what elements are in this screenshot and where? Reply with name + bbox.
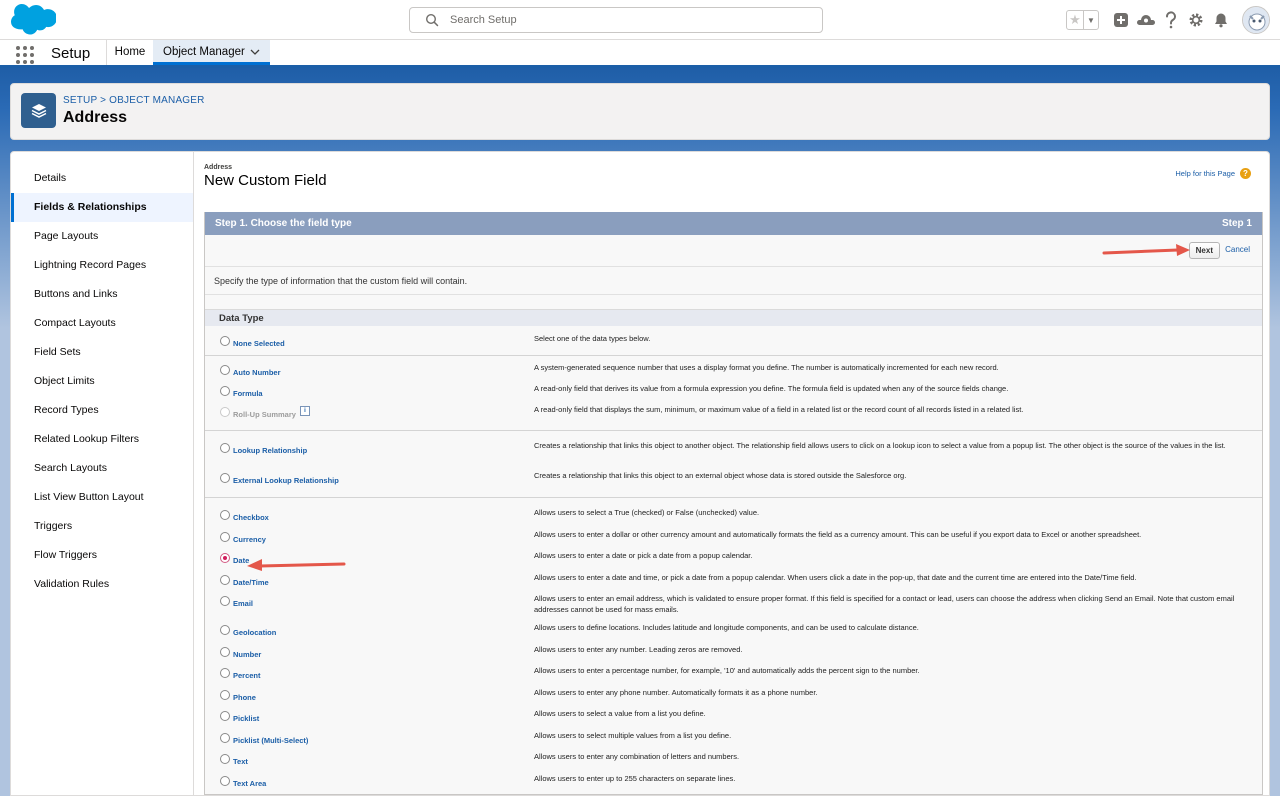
page-title: Address (63, 109, 128, 126)
data-type-row (205, 708, 1262, 730)
data-type-row (205, 665, 1262, 687)
notifications-bell-icon[interactable] (1209, 8, 1233, 32)
spacer (205, 295, 1262, 309)
data-type-option[interactable] (205, 773, 534, 789)
data-type-label[interactable]: Picklist (233, 714, 260, 723)
help-question-icon: ? (1240, 168, 1251, 179)
step-number: Step 1 (1221, 218, 1252, 229)
data-type-desc: Creates a relationship that links this object to another object. The relationship field allows users to click on a lookup icon to select a value from a popup list. The other object is the source of the values in the list. (534, 441, 1226, 450)
cancel-link[interactable]: Cancel (1225, 245, 1250, 254)
data-type-row (205, 507, 1262, 529)
data-type-desc: A system-generated sequence number that uses a display format you define. The number is automatically incremented for each new record. (534, 363, 999, 372)
radio-percent[interactable] (220, 668, 230, 678)
salesforce-logo[interactable] (10, 4, 56, 36)
add-icon[interactable] (1109, 8, 1133, 32)
data-type-desc: Allows users to enter any number. Leading zeros are removed. (534, 644, 743, 654)
sidebar-item-related-lookup-filters[interactable]: Related Lookup Filters (34, 433, 140, 445)
main-panel (10, 151, 1270, 796)
radio-text-area[interactable] (220, 776, 230, 786)
data-type-desc: Allows users to enter a date and time, or pick a date from a popup calendar. When users click a date in the pop-up, that date and the current time are entered into the Date/Time field. (534, 572, 1137, 582)
sidebar-item-fields-relationships[interactable]: Fields & Relationships (11, 193, 193, 222)
sidebar-item-compact-layouts[interactable]: Compact Layouts (34, 317, 116, 329)
sidebar-item-buttons-links[interactable]: Buttons and Links (34, 288, 118, 300)
data-type-group-none (205, 326, 1262, 356)
data-type-label[interactable]: Text Area (233, 778, 267, 788)
data-type-row (205, 333, 1262, 349)
breadcrumb (63, 95, 205, 106)
sidebar-item-object-limits[interactable]: Object Limits (34, 375, 95, 387)
data-type-option[interactable] (205, 470, 534, 486)
data-type-row (205, 383, 1262, 404)
sidebar-item-triggers[interactable]: Triggers (34, 520, 73, 532)
data-type-desc: A read-only field that derives its value from a formula expression you define. The formula field is updated when any of the source fields change. (534, 384, 1009, 393)
radio-external-lookup-relationship[interactable] (220, 473, 230, 483)
data-type-row (205, 440, 1262, 470)
data-type-option[interactable] (205, 687, 534, 703)
radio-picklist-multi-select[interactable] (220, 733, 230, 743)
radio-phone[interactable] (220, 690, 230, 700)
data-type-row (205, 644, 1262, 666)
data-type-option[interactable] (205, 665, 534, 681)
data-type-label[interactable]: Date/Time (233, 577, 269, 587)
radio-picklist[interactable] (220, 711, 230, 721)
favorites-star-icon[interactable]: ★ (1067, 11, 1084, 29)
radio-number[interactable] (220, 647, 230, 657)
breadcrumb-object-manager[interactable]: OBJECT MANAGER (109, 95, 205, 106)
data-type-option[interactable] (205, 440, 534, 456)
radio-currency[interactable] (220, 532, 230, 542)
data-type-label[interactable]: Phone (233, 692, 256, 702)
data-type-desc: Allows users to enter an email address, which is validated to ensure proper format. If this field is specified for a contact or lead, users can choose the address when clicking Send an Email. Note that custom email addresses cannot be used for mass emails. (534, 594, 1235, 614)
data-type-option[interactable] (205, 333, 534, 349)
radio-geolocation[interactable] (220, 625, 230, 635)
step-title: Step 1. Choose the field type (215, 218, 352, 229)
data-type-option[interactable] (205, 362, 534, 378)
data-type-section-header: Data Type (205, 309, 1262, 326)
radio-email[interactable] (220, 596, 230, 606)
global-header (0, 0, 1280, 40)
data-type-label[interactable]: Percent (233, 671, 261, 680)
data-type-desc: Allows users to enter any phone number. Automatically formats it as a phone number. (534, 687, 818, 697)
radio-lookup-relationship[interactable] (220, 443, 230, 453)
sidebar-item-validation-rules[interactable]: Validation Rules (34, 578, 110, 590)
data-type-row (205, 529, 1262, 551)
object-name-label: Address (204, 164, 233, 171)
tab-object-manager-label: Object Manager (163, 46, 245, 58)
data-type-desc: Allows users to enter a dollar or other currency amount and automatically formats the field as a currency amount. This can be useful if you export data to Excel or another spreadsheet. (534, 529, 1142, 539)
data-type-label[interactable]: None Selected (233, 339, 285, 348)
data-type-label[interactable]: Text (233, 757, 248, 766)
radio-auto-number[interactable] (220, 365, 230, 375)
data-type-desc: Allows users to enter any combination of letters and numbers. (534, 752, 740, 761)
sidebar-item-list-view-button-layout[interactable]: List View Button Layout (34, 491, 144, 503)
data-type-row (205, 593, 1262, 622)
data-type-desc: Allows users to define locations. Includes latitude and longitude components, and can be used to calculate distance. (534, 623, 919, 632)
data-type-row (205, 550, 1262, 572)
radio-date-selected[interactable] (220, 553, 230, 563)
data-type-desc: Allows users to enter a percentage number, for example, '10' and automatically adds the percent sign to the number. (534, 666, 920, 675)
data-type-desc: Allows users to select multiple values from a list you define. (534, 730, 732, 740)
instructions-text: Specify the type of information that the custom field will contain. (205, 267, 1262, 295)
data-type-desc: Select one of the data types below. (534, 334, 651, 343)
data-type-row (205, 470, 1262, 491)
radio-formula[interactable] (220, 386, 230, 396)
data-type-option[interactable] (205, 507, 534, 523)
favorites-group (1066, 10, 1099, 30)
data-type-row (205, 572, 1262, 594)
data-type-row (205, 730, 1262, 752)
data-type-label[interactable]: Lookup Relationship (233, 446, 308, 455)
breadcrumb-setup[interactable]: SETUP (63, 95, 98, 106)
context-bar (0, 40, 1280, 68)
data-type-label[interactable]: Geolocation (233, 628, 277, 637)
radio-text[interactable] (220, 754, 230, 764)
search-input[interactable] (450, 11, 810, 29)
tab-object-manager[interactable] (153, 40, 270, 65)
data-type-row (205, 751, 1262, 773)
data-type-option[interactable] (205, 644, 534, 660)
sidebar (11, 152, 194, 796)
data-type-row (205, 622, 1262, 644)
radio-checkbox[interactable] (220, 510, 230, 520)
help-link-label: Help for this Page (1175, 169, 1235, 178)
breadcrumb-separator: > (97, 95, 110, 106)
data-type-label: Roll-Up Summary (233, 410, 296, 419)
data-type-label[interactable]: Number (233, 649, 262, 659)
data-type-option[interactable] (205, 751, 534, 767)
data-type-row (205, 687, 1262, 709)
data-type-option (205, 404, 534, 420)
data-type-option[interactable] (205, 593, 534, 609)
app-launcher-icon[interactable] (16, 46, 34, 64)
radio-none-selected[interactable] (220, 336, 230, 346)
data-type-option[interactable] (205, 529, 534, 545)
help-for-page-link[interactable] (1175, 168, 1251, 179)
tab-home[interactable]: Home (106, 40, 153, 65)
radio-date-time[interactable] (220, 575, 230, 585)
help-icon[interactable] (1159, 8, 1183, 32)
data-type-desc: Allows users to enter a date or pick a date from a popup calendar. (534, 551, 753, 560)
sidebar-item-record-types[interactable]: Record Types (34, 404, 99, 416)
data-type-option[interactable] (205, 708, 534, 724)
data-type-label[interactable]: Auto Number (233, 368, 281, 377)
data-type-option[interactable] (205, 730, 534, 746)
data-type-label[interactable]: Picklist (Multi-Select) (233, 735, 309, 745)
data-type-label[interactable]: Date (233, 556, 250, 565)
sidebar-item-field-sets[interactable]: Field Sets (34, 346, 81, 358)
sidebar-item-search-layouts[interactable]: Search Layouts (34, 462, 107, 474)
info-icon[interactable]: i (300, 406, 310, 416)
radio-roll-up-summary (220, 407, 230, 417)
data-type-desc: Creates a relationship that links this object to an external object whose data is stored outside the Salesforce org. (534, 471, 907, 480)
data-type-desc: Allows users to select a value from a list you define. (534, 709, 706, 718)
annotation-arrow-next (1100, 242, 1192, 260)
sidebar-item-flow-triggers[interactable]: Flow Triggers (34, 549, 98, 561)
data-type-desc: A read-only field that displays the sum, minimum, or maximum value of a field in a related list or the record count of all records listed in a related list. (534, 405, 1024, 414)
data-type-row (205, 362, 1262, 383)
header-icons (1066, 5, 1270, 35)
search-box[interactable] (409, 7, 823, 33)
data-type-group-relationships (205, 431, 1262, 498)
object-layers-icon (21, 93, 56, 128)
trailhead-icon[interactable] (1134, 8, 1158, 32)
data-type-group-calculated (205, 356, 1262, 431)
data-type-option[interactable] (205, 383, 534, 399)
data-type-row (205, 404, 1262, 424)
sidebar-item-page-layouts[interactable]: Page Layouts (34, 230, 99, 242)
data-type-label[interactable]: Email (233, 599, 254, 608)
data-type-label[interactable]: Formula (233, 389, 263, 398)
data-type-option[interactable] (205, 622, 534, 638)
data-type-option[interactable] (205, 572, 534, 588)
setup-gear-icon[interactable] (1184, 8, 1208, 32)
data-type-label[interactable]: Currency (233, 534, 266, 544)
data-type-desc: Allows users to select a True (checked) or False (unchecked) value. (534, 508, 760, 517)
data-type-row (205, 773, 1262, 795)
step-header (205, 212, 1262, 235)
sidebar-item-details[interactable]: Details (34, 172, 67, 184)
content-title: New Custom Field (204, 172, 327, 189)
user-avatar[interactable] (1242, 6, 1270, 34)
data-type-label[interactable]: Checkbox (233, 513, 269, 522)
data-type-desc: Allows users to enter up to 255 characters on separate lines. (534, 773, 736, 783)
annotation-arrow-date (244, 555, 348, 573)
app-name: Setup (51, 45, 91, 62)
next-button[interactable]: Next (1189, 242, 1220, 259)
search-icon (425, 13, 439, 27)
step-block (204, 212, 1263, 795)
page-header (10, 83, 1270, 140)
data-type-label[interactable]: External Lookup Relationship (233, 476, 339, 485)
favorites-dropdown-icon[interactable]: ▼ (1087, 15, 1095, 25)
sidebar-item-lightning-record-pages[interactable]: Lightning Record Pages (34, 259, 147, 271)
data-type-group-standard (205, 498, 1262, 794)
